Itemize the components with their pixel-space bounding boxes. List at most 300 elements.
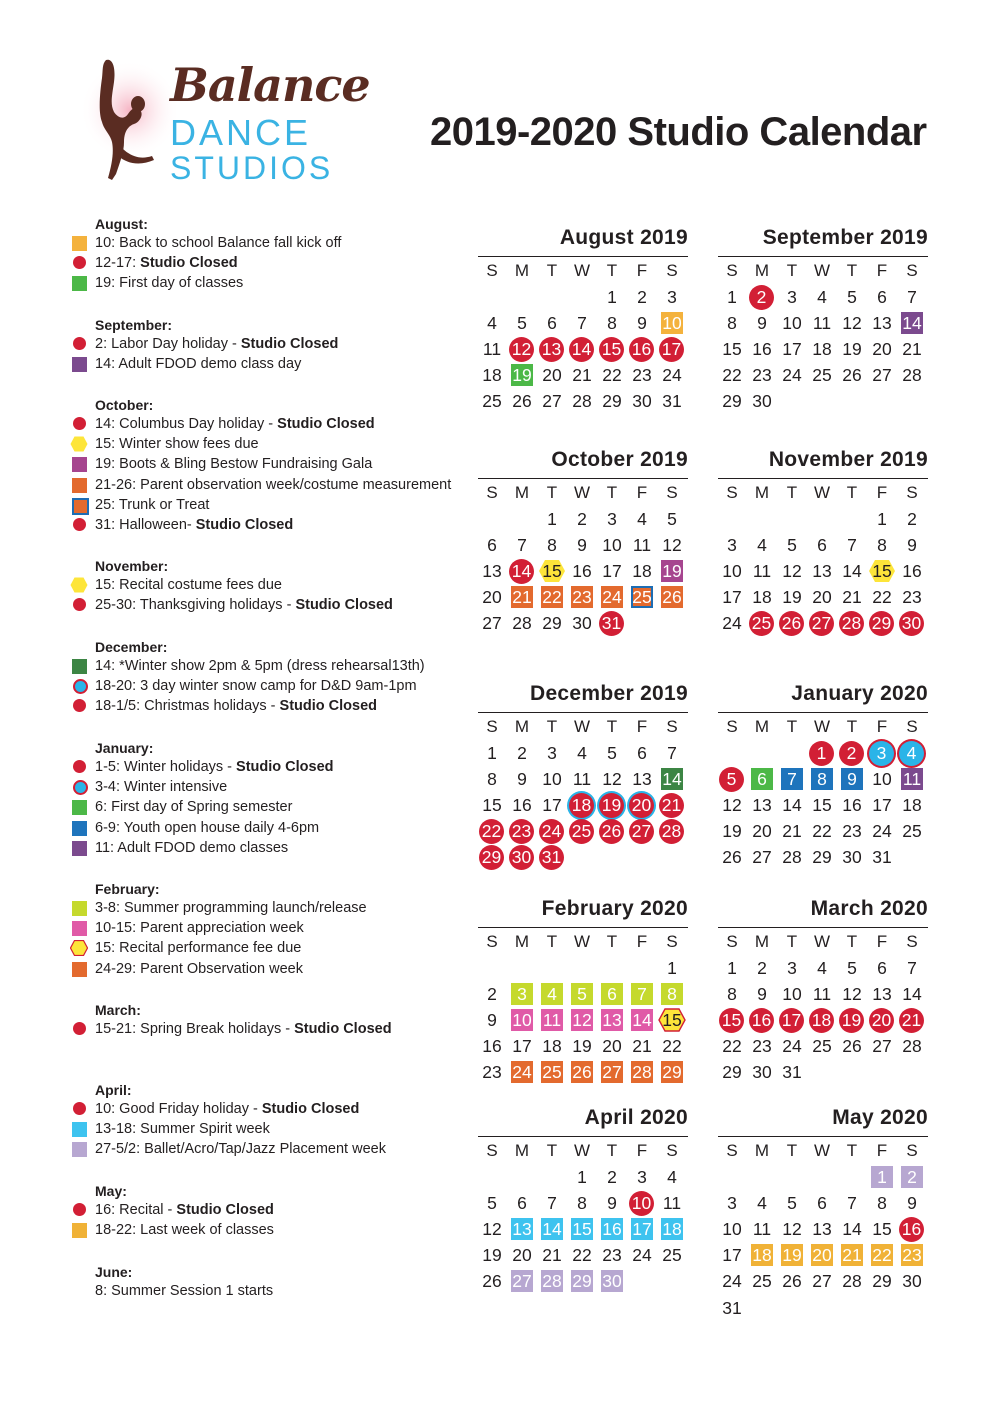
calendar-day: 1 <box>727 287 737 307</box>
weekday-header: T <box>786 483 798 502</box>
weekday-header: S <box>726 1141 738 1160</box>
calendar-day: 27 <box>512 1271 532 1292</box>
legend-item <box>72 1139 472 1159</box>
calendar-day: 25 <box>482 391 502 412</box>
month-divider <box>478 927 688 928</box>
calendar-day: 16 <box>629 337 654 362</box>
calendar-day: 21 <box>572 365 592 386</box>
legend-item-text: 12-17: Studio Closed <box>95 255 238 272</box>
calendar-day: 19 <box>599 793 624 818</box>
legend-item <box>72 757 472 777</box>
calendar-day: 10 <box>662 313 682 334</box>
calendar-day: 17 <box>872 795 892 816</box>
calendar-day: 6 <box>817 535 827 556</box>
calendar-day: 13 <box>812 561 832 582</box>
calendar-day: 3 <box>637 1167 647 1187</box>
calendar-day: 24 <box>602 587 622 608</box>
calendar-day: 26 <box>482 1271 502 1292</box>
legend-item-text: 18-22: Last week of classes <box>95 1222 274 1239</box>
calendar-day: 5 <box>571 983 593 1005</box>
calendar-day: 8 <box>547 535 557 556</box>
calendar-day: 29 <box>662 1062 682 1083</box>
dot-marker-icon <box>73 256 86 269</box>
calendar-day: 11 <box>572 769 592 790</box>
weekday-header: S <box>906 932 918 951</box>
calendar-day: 9 <box>607 1193 617 1214</box>
calendar-day: 7 <box>781 768 803 790</box>
calendar-day: 9 <box>577 535 587 556</box>
calendar-day: 28 <box>782 847 802 868</box>
calendar-day: 5 <box>607 743 617 763</box>
calendar-day: 23 <box>572 587 592 608</box>
calendar-day: 18 <box>569 793 594 818</box>
calendar-day: 14 <box>662 769 682 790</box>
calendar-day: 13 <box>872 984 892 1005</box>
calendar-day: 9 <box>907 1193 917 1214</box>
ring-marker-icon <box>73 780 88 795</box>
calendar-day: 19 <box>782 1245 802 1266</box>
calendar-day: 7 <box>907 287 917 307</box>
calendar-day: 4 <box>577 743 587 763</box>
month-divider <box>718 256 928 257</box>
legend-item <box>72 797 472 817</box>
calendar-day: 25 <box>662 1245 682 1266</box>
weekday-header: S <box>666 717 678 736</box>
legend-item <box>72 777 472 797</box>
weekday-header: T <box>546 932 558 951</box>
legend-item <box>72 918 472 938</box>
calendar-day: 14 <box>542 1219 562 1240</box>
calendar-day: 11 <box>482 339 502 360</box>
legend-item-text: 15-21: Spring Break holidays - Studio Closed <box>95 1021 392 1037</box>
calendar-day: 6 <box>601 983 623 1005</box>
legend-month-heading: May: <box>95 1183 127 1199</box>
month-divider <box>718 927 928 928</box>
calendar-day: 25 <box>752 1271 772 1292</box>
calendar-day: 2 <box>757 958 767 978</box>
month-title: September 2019 <box>762 226 928 249</box>
legend-item <box>72 495 472 515</box>
calendar-day: 17 <box>542 795 562 816</box>
calendar-day: 11 <box>752 561 772 582</box>
legend-item-text: 15: Recital performance fee due <box>95 940 302 957</box>
calendar-day: 17 <box>722 1245 742 1266</box>
calendar-day: 22 <box>662 1036 682 1057</box>
calendar-day: 23 <box>482 1062 502 1083</box>
calendar-day: 28 <box>542 1271 562 1292</box>
calendar-day: 23 <box>602 1245 622 1266</box>
calendar-day: 15 <box>572 1219 592 1240</box>
calendar-day: 13 <box>752 795 772 816</box>
weekday-header: S <box>726 717 738 736</box>
calendar-day: 5 <box>517 313 527 334</box>
calendar-day: 3 <box>787 287 797 307</box>
calendar-day: 10 <box>629 1191 654 1216</box>
weekday-header: S <box>666 932 678 951</box>
calendar-day: 21 <box>632 1036 652 1057</box>
weekday-header: W <box>813 1141 831 1160</box>
weekday-header: S <box>486 483 498 502</box>
calendar-day: 15 <box>872 1219 892 1240</box>
calendar-day: 26 <box>512 391 532 412</box>
calendar-day: 26 <box>572 1062 592 1083</box>
calendar-day: 31 <box>539 845 564 870</box>
calendar-day: 22 <box>722 365 742 386</box>
calendar-day: 25 <box>569 819 594 844</box>
calendar-day: 22 <box>542 587 562 608</box>
weekday-header: S <box>486 932 498 951</box>
calendar-day: 15 <box>719 1008 744 1033</box>
legend-month-heading: April: <box>95 1082 132 1098</box>
legend-month-heading: September: <box>95 317 173 333</box>
calendar-day: 31 <box>872 847 892 868</box>
calendar-day: 16 <box>752 339 772 360</box>
calendar-day: 18 <box>752 1245 772 1266</box>
calendar-day: 4 <box>487 313 497 334</box>
legend-item-text: 6-9: Youth open house daily 4-6pm <box>95 819 320 836</box>
calendar-day: 24 <box>539 819 564 844</box>
weekday-header: T <box>546 483 558 502</box>
calendar-day: 27 <box>872 365 892 386</box>
legend-item <box>72 818 472 838</box>
legend-item-text: 27-5/2: Ballet/Acro/Tap/Jazz Placement week <box>95 1141 386 1158</box>
calendar-day: 3 <box>787 958 797 978</box>
weekday-header: T <box>546 717 558 736</box>
weekday-header: T <box>786 1141 798 1160</box>
legend-item <box>72 676 472 696</box>
legend-month-heading: October: <box>95 397 154 413</box>
calendar-day: 18 <box>542 1036 562 1057</box>
legend-item-text: 14: *Winter show 2pm & 5pm (dress rehearsal13th) <box>95 658 425 674</box>
calendar-day: 14 <box>842 561 862 582</box>
calendar-day: 8 <box>811 768 833 790</box>
calendar-day: 16 <box>842 795 862 816</box>
legend-item <box>72 434 472 454</box>
weekday-header: S <box>726 483 738 502</box>
weekday-header: M <box>754 1141 770 1160</box>
calendar-day: 16 <box>512 795 532 816</box>
calendar-day: 19 <box>572 1036 592 1057</box>
calendar-day: 12 <box>842 984 862 1005</box>
calendar-day: 13 <box>512 1219 532 1240</box>
month-divider <box>478 478 688 479</box>
weekday-header: T <box>846 483 858 502</box>
legend-month-heading: November: <box>95 558 169 574</box>
weekday-header: M <box>754 261 770 280</box>
bordered-square-marker-icon <box>72 498 89 515</box>
calendar-day: 24 <box>632 1245 652 1266</box>
calendar-day: 20 <box>629 793 654 818</box>
calendar-day: 19 <box>782 587 802 608</box>
calendar-day: 3 <box>869 741 894 766</box>
legend-month-heading: January: <box>95 740 154 756</box>
calendar-day: 18 <box>482 365 502 386</box>
weekday-header: F <box>636 483 648 502</box>
legend-item <box>72 959 472 979</box>
legend-item <box>72 656 472 676</box>
calendar-day: 8 <box>727 984 737 1005</box>
calendar-day: 26 <box>599 819 624 844</box>
month-divider <box>478 712 688 713</box>
calendar-day: 11 <box>812 984 832 1005</box>
calendar-day: 31 <box>782 1062 802 1083</box>
logo <box>78 52 378 192</box>
weekday-header: M <box>754 483 770 502</box>
calendar-day: 27 <box>752 847 772 868</box>
weekday-header: T <box>606 717 618 736</box>
hexagon-highlight-icon <box>538 559 566 583</box>
calendar-day: 22 <box>479 819 504 844</box>
calendar-day: 18 <box>812 339 832 360</box>
calendar-day: 21 <box>842 1245 862 1266</box>
calendar-day: 28 <box>839 611 864 636</box>
calendar-day: 1 <box>577 1167 587 1187</box>
legend-item-text: 18-1/5: Christmas holidays - Studio Closed <box>95 698 378 715</box>
calendar-day: 23 <box>842 821 862 842</box>
legend-item <box>72 515 472 535</box>
calendar-day: 1 <box>547 509 557 529</box>
weekday-header: M <box>754 932 770 951</box>
legend-item <box>72 334 472 354</box>
calendar-day: 10 <box>722 561 742 582</box>
calendar-day: 19 <box>662 561 682 582</box>
month-title: May 2020 <box>832 1106 928 1129</box>
weekday-header: S <box>726 932 738 951</box>
legend-item-text: 3-8: Summer programming launch/release <box>95 900 367 916</box>
weekday-header: T <box>846 1141 858 1160</box>
month-title: December 2019 <box>529 682 688 705</box>
legend-item-text: 10-15: Parent appreciation week <box>95 920 304 937</box>
calendar-day: 28 <box>842 1271 862 1292</box>
calendar-day: 14 <box>902 984 922 1005</box>
calendar-day: 23 <box>509 819 534 844</box>
hexagon-highlight-icon <box>868 559 896 583</box>
calendar-day: 30 <box>602 1271 622 1292</box>
calendar-day: 7 <box>631 983 653 1005</box>
weekday-header: W <box>573 1141 591 1160</box>
calendar-day: 15 <box>722 339 742 360</box>
calendar-day: 16 <box>899 1217 924 1242</box>
calendar-day: 15 <box>868 559 896 583</box>
calendar-day: 17 <box>722 587 742 608</box>
calendar-day: 16 <box>482 1036 502 1057</box>
calendar-day: 27 <box>812 1271 832 1292</box>
square-marker-icon <box>72 1142 87 1157</box>
calendar-day: 24 <box>512 1062 532 1083</box>
calendar-day: 4 <box>757 535 767 556</box>
month-divider <box>478 256 688 257</box>
calendar-day: 26 <box>782 1271 802 1292</box>
calendar-day: 1 <box>727 958 737 978</box>
dot-marker-icon <box>73 1022 86 1035</box>
calendar-day: 16 <box>602 1219 622 1240</box>
weekday-header: F <box>876 1141 888 1160</box>
calendar-day: 22 <box>722 1036 742 1057</box>
calendar-day: 29 <box>542 613 562 634</box>
legend-item <box>72 595 472 615</box>
page-title: 2019-2020 Studio Calendar <box>430 110 927 154</box>
calendar-day: 26 <box>722 847 742 868</box>
weekday-header: W <box>813 261 831 280</box>
legend-item-text: 31: Halloween- Studio Closed <box>95 517 294 533</box>
calendar-day: 17 <box>782 339 802 360</box>
calendar-day: 27 <box>482 613 502 634</box>
calendar-day: 25 <box>632 587 652 608</box>
calendar-day: 7 <box>907 958 917 978</box>
calendar-day: 31 <box>722 1297 742 1318</box>
hexagon-marker-icon <box>70 940 88 956</box>
calendar-day: 2 <box>901 1166 923 1188</box>
calendar-day: 21 <box>902 339 922 360</box>
square-marker-icon <box>72 1122 87 1137</box>
calendar-day: 4 <box>637 509 647 529</box>
calendar-day: 3 <box>607 509 617 529</box>
calendar-day: 27 <box>542 391 562 412</box>
calendar-day: 24 <box>722 1271 742 1292</box>
calendar-day: 8 <box>577 1193 587 1214</box>
calendar-day: 25 <box>812 1036 832 1057</box>
calendar-day: 8 <box>877 1193 887 1214</box>
weekday-header: F <box>636 1141 648 1160</box>
weekday-header: T <box>546 261 558 280</box>
weekday-header: M <box>514 717 530 736</box>
calendar-day: 27 <box>602 1062 622 1083</box>
calendar-day: 19 <box>842 339 862 360</box>
weekday-header: S <box>906 483 918 502</box>
calendar-day: 27 <box>872 1036 892 1057</box>
dot-marker-icon <box>73 1203 86 1216</box>
calendar-day: 10 <box>602 535 622 556</box>
calendar-day: 9 <box>907 535 917 556</box>
calendar-day: 23 <box>752 1036 772 1057</box>
legend-item-text: 18-20: 3 day winter snow camp for D&D 9am-1pm <box>95 678 417 695</box>
calendar-day: 14 <box>509 559 534 584</box>
weekday-header: S <box>906 261 918 280</box>
logo-word-dance: DANCE <box>170 112 312 153</box>
calendar-day: 8 <box>487 769 497 790</box>
calendar-day: 26 <box>662 587 682 608</box>
month-title: March 2020 <box>810 897 928 920</box>
calendar-day: 15 <box>599 337 624 362</box>
ring-marker-icon <box>73 679 88 694</box>
calendar-day: 6 <box>547 313 557 334</box>
calendar-day: 20 <box>512 1245 532 1266</box>
calendar-day: 15 <box>538 559 566 583</box>
calendar-day: 29 <box>479 845 504 870</box>
weekday-header: W <box>813 717 831 736</box>
calendar-day: 22 <box>812 821 832 842</box>
weekday-header: T <box>846 932 858 951</box>
calendar-day: 5 <box>847 287 857 307</box>
weekday-header: M <box>514 483 530 502</box>
calendar-day: 2 <box>839 741 864 766</box>
calendar-day: 22 <box>602 365 622 386</box>
calendar-day: 9 <box>487 1010 497 1031</box>
calendar-day: 12 <box>602 769 622 790</box>
calendar-day: 30 <box>842 847 862 868</box>
calendar-day: 9 <box>517 769 527 790</box>
calendar-day: 13 <box>872 313 892 334</box>
legend-item <box>72 838 472 858</box>
square-marker-icon <box>72 921 87 936</box>
calendar-day: 4 <box>667 1167 677 1187</box>
month-divider <box>478 1136 688 1137</box>
legend-item-text: 25-30: Thanksgiving holidays - Studio Closed <box>95 597 393 614</box>
legend-item-text: 10: Back to school Balance fall kick off <box>95 235 342 251</box>
legend-item-text: 13-18: Summer Spirit week <box>95 1121 270 1138</box>
calendar-day: 6 <box>487 535 497 556</box>
calendar-day: 14 <box>632 1010 652 1031</box>
calendar-day: 1 <box>809 741 834 766</box>
weekday-header: S <box>726 261 738 280</box>
calendar-day: 13 <box>482 561 502 582</box>
calendar-day: 30 <box>899 611 924 636</box>
calendar-day: 21 <box>659 793 684 818</box>
calendar-day: 13 <box>812 1219 832 1240</box>
calendar-day: 10 <box>782 313 802 334</box>
calendar-day: 21 <box>512 587 532 608</box>
calendar-day: 30 <box>509 845 534 870</box>
weekday-header: M <box>514 1141 530 1160</box>
calendar-day: 19 <box>722 821 742 842</box>
calendar-day: 11 <box>542 1010 562 1031</box>
calendar-day: 13 <box>602 1010 622 1031</box>
legend-item-text: 24-29: Parent Observation week <box>95 960 303 977</box>
calendar-day: 6 <box>517 1193 527 1214</box>
calendar-day: 29 <box>869 611 894 636</box>
logo-word-studios: STUDIOS <box>170 150 334 186</box>
calendar-day: 28 <box>902 1036 922 1057</box>
calendar-day: 1 <box>667 958 677 978</box>
legend-item-text: 3-4: Winter intensive <box>95 779 228 796</box>
square-marker-icon <box>72 1223 87 1238</box>
weekday-header: T <box>846 261 858 280</box>
legend-item-text: 19: Boots & Bling Bestow Fundraising Gala <box>95 456 373 473</box>
calendar-day: 25 <box>902 821 922 842</box>
calendar-day: 20 <box>812 587 832 608</box>
calendar-day: 17 <box>779 1008 804 1033</box>
calendar-day: 6 <box>817 1193 827 1214</box>
weekday-header: F <box>636 932 648 951</box>
calendar-day: 12 <box>722 795 742 816</box>
calendar-day: 4 <box>541 983 563 1005</box>
legend-item-text: 2: Labor Day holiday - Studio Closed <box>95 336 339 352</box>
square-marker-icon <box>72 821 87 836</box>
calendar-day: 28 <box>632 1062 652 1083</box>
calendar-day: 6 <box>877 958 887 978</box>
calendar-day: 25 <box>812 365 832 386</box>
weekday-header: S <box>666 261 678 280</box>
calendar-day: 7 <box>547 1193 557 1214</box>
calendar-day: 2 <box>749 285 774 310</box>
calendar-day: 4 <box>757 1193 767 1214</box>
weekday-header: T <box>606 932 618 951</box>
calendar-day: 23 <box>752 365 772 386</box>
weekday-header: W <box>573 932 591 951</box>
weekday-header: S <box>906 1141 918 1160</box>
dot-marker-icon <box>73 1102 86 1115</box>
calendar-day: 23 <box>632 365 652 386</box>
weekday-header: M <box>514 261 530 280</box>
legend-item-text: 11: Adult FDOD demo classes <box>95 839 289 856</box>
calendar-day: 18 <box>662 1219 682 1240</box>
weekday-header: S <box>906 717 918 736</box>
calendar-day: 11 <box>812 313 832 334</box>
calendar-day: 2 <box>907 509 917 529</box>
calendar-day: 2 <box>577 509 587 529</box>
calendar-day: 12 <box>782 561 802 582</box>
calendar-day: 8 <box>727 313 737 334</box>
